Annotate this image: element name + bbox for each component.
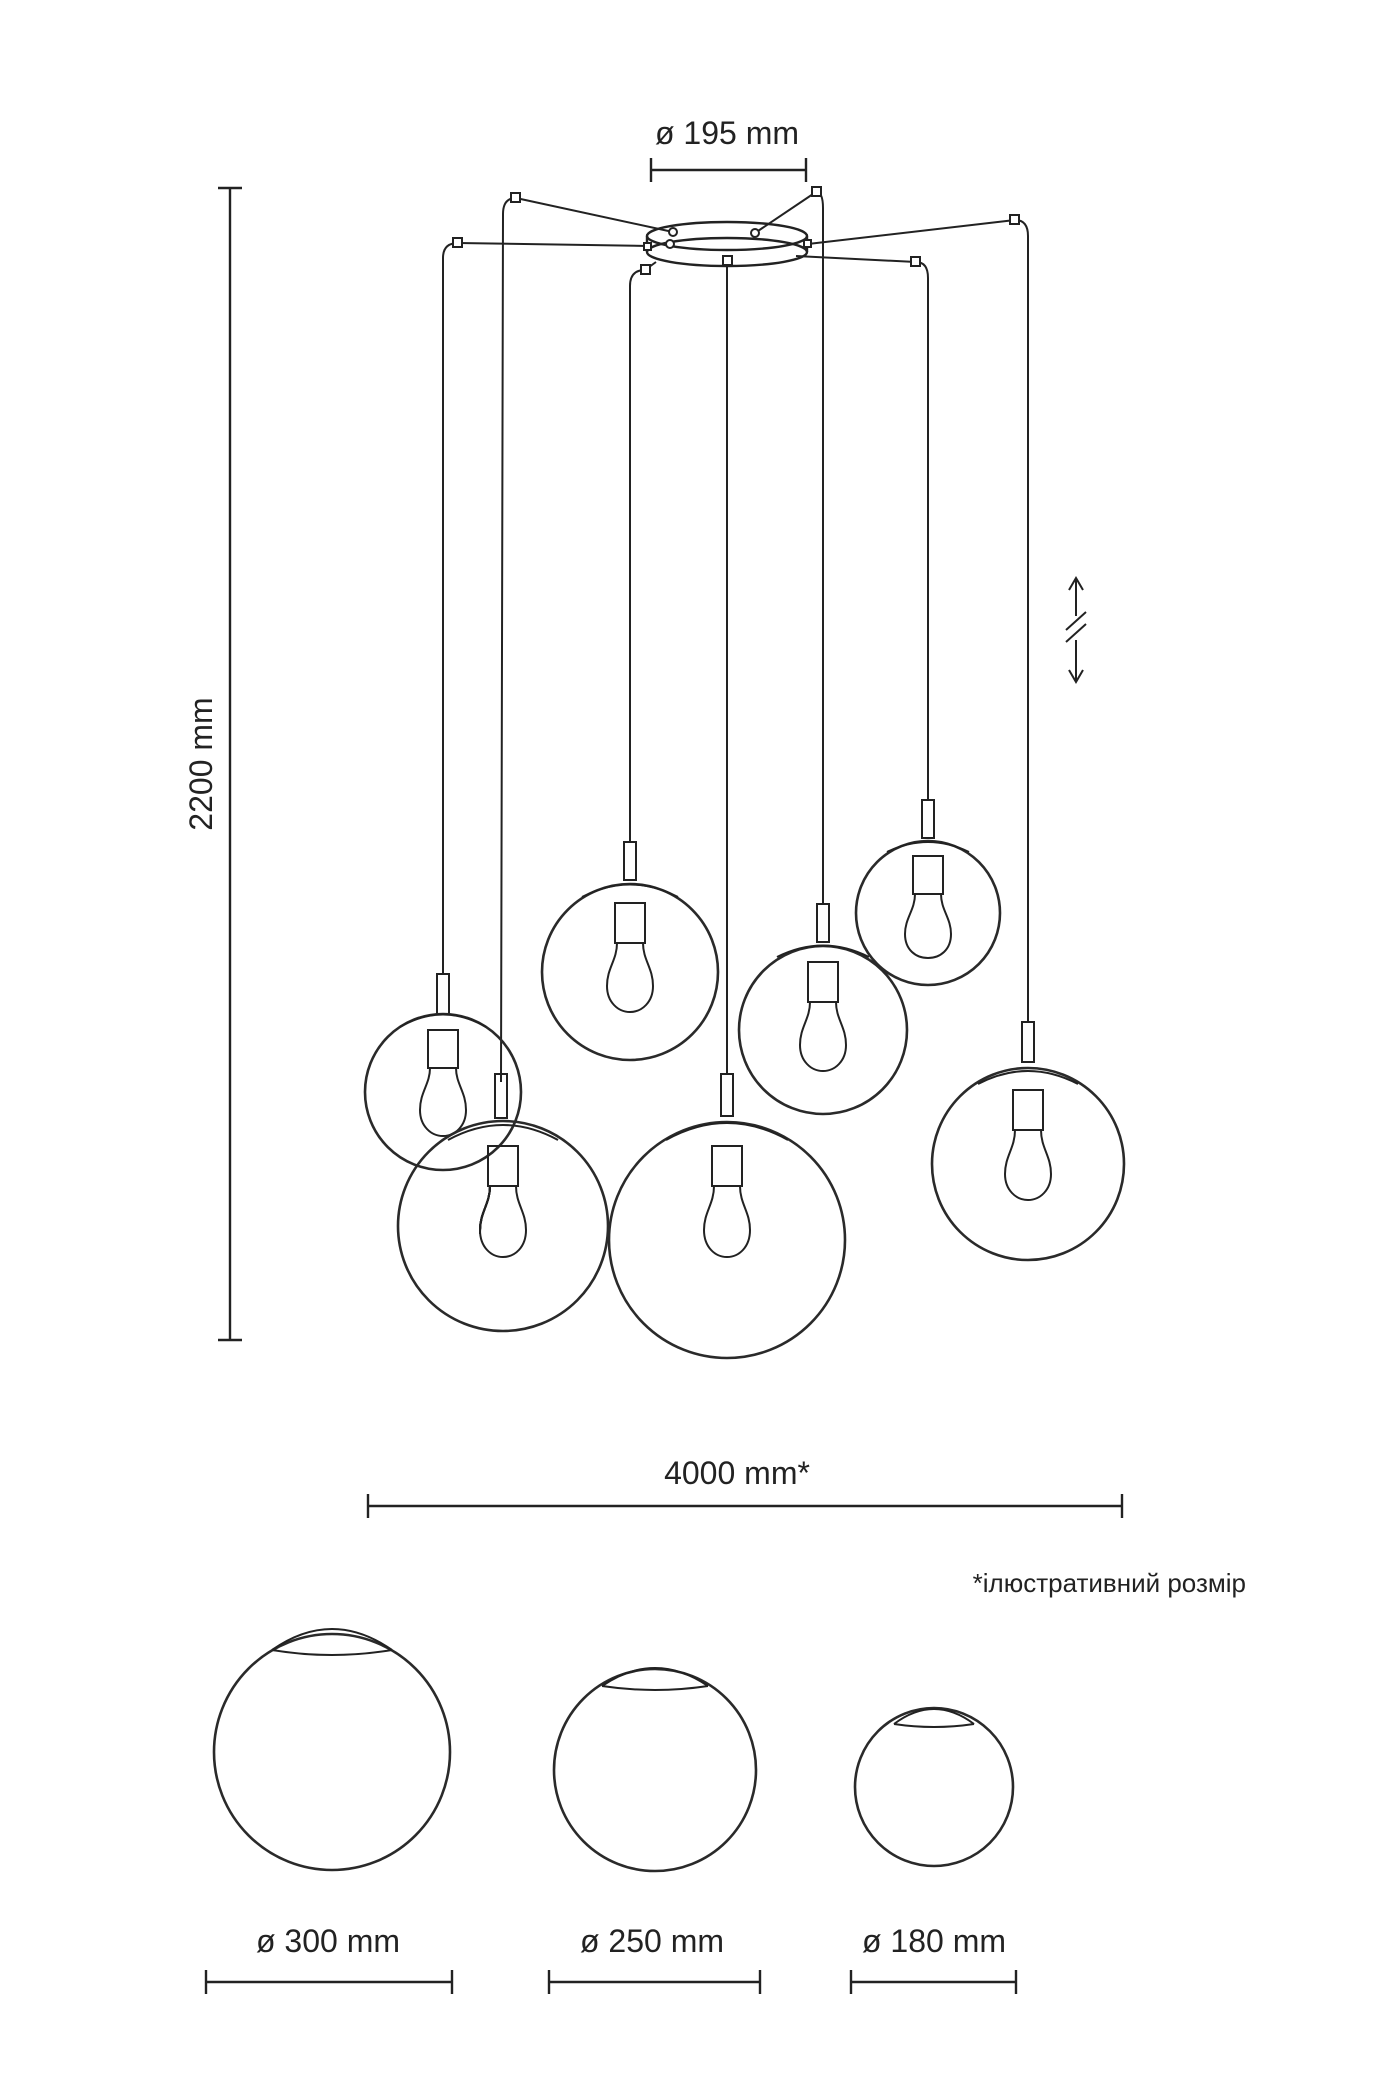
canopy-diameter-label: ø 195 mm xyxy=(654,115,800,151)
pendant-globe xyxy=(398,1074,608,1331)
pendant-globe xyxy=(932,1022,1124,1260)
height-dimension xyxy=(183,188,242,1340)
canopy-diameter-dimension xyxy=(651,115,806,182)
pendant-globe xyxy=(856,800,1000,985)
pendant-globe xyxy=(542,842,718,1060)
globe-size-small xyxy=(851,1708,1016,1994)
globe-size-label: ø 300 mm xyxy=(255,1923,401,1959)
width-dimension xyxy=(368,1455,1122,1518)
adjustable-cable-icon xyxy=(1066,578,1086,682)
height-label: 2200 mm xyxy=(183,697,219,831)
width-label: 4000 mm* xyxy=(664,1455,810,1491)
globe-size-large xyxy=(206,1629,452,1994)
pendant-globe xyxy=(739,904,907,1114)
globe-size-label: ø 180 mm xyxy=(861,1923,1007,1959)
globe-size-medium xyxy=(549,1668,760,1994)
globe-size-label: ø 250 mm xyxy=(579,1923,725,1959)
pendant-globe xyxy=(609,1074,845,1358)
cable-clips xyxy=(453,187,1019,274)
illustrative-size-note: *ілюстративний розмір xyxy=(972,1568,1246,1598)
suspension-cables xyxy=(443,192,1028,1082)
pendant-bulb xyxy=(480,1186,526,1257)
